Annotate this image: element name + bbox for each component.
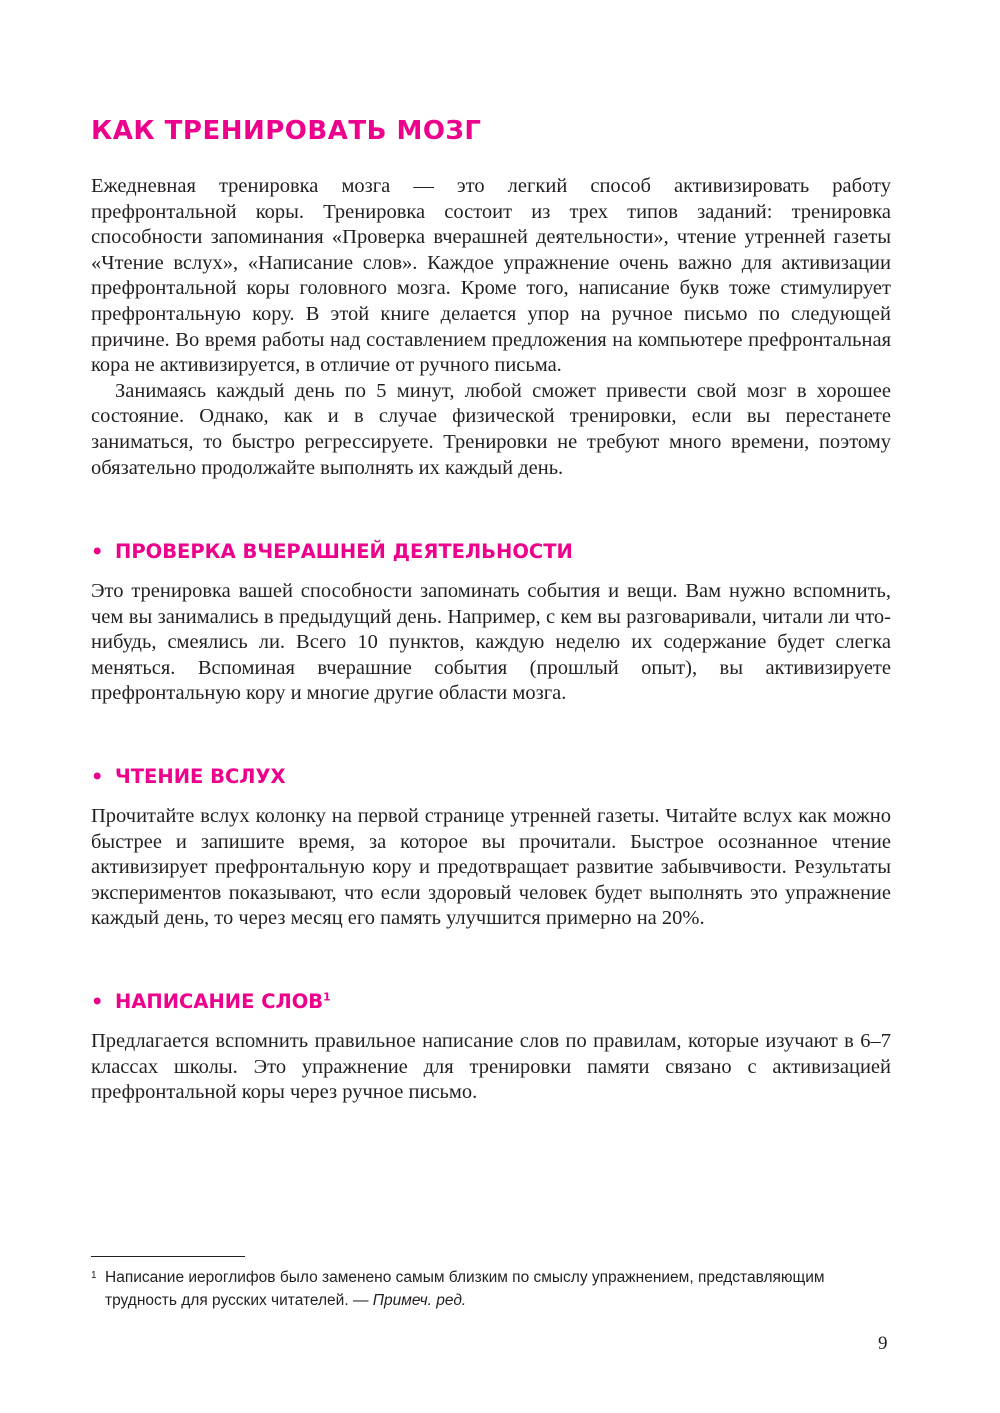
footnote-text: Написание иероглифов было заменено самым близким по смыслу упражнением, представляющим трудность для русских читателей. — bbox=[105, 1269, 825, 1309]
section-heading-yesterday-activity bbox=[91, 540, 573, 563]
page-title: КАК ТРЕНИРОВАТЬ МОЗГ bbox=[91, 116, 482, 146]
footnote-divider bbox=[91, 1256, 245, 1257]
bullet-icon: • bbox=[91, 540, 104, 563]
intro-paragraph-1: Ежедневная тренировка мозга — это легкий способ активизировать работу префронтальной коры. Тренировка состоит из трех типов заданий: тренировка способности запоминания «Проверка вчерашней деятельности», чтение утренней газеты «Чтение вслух», «Написание слов». Каждое упражнение очень важно для активизации префронтальной коры головного мозга. Кроме того, написание букв тоже стимулирует префронтальную кору. В этой книге делается упор на ручное письмо по следующей причине. Во время работы над составлением предложения на компьютере префронтальная кора не активизируется, в отличие от ручного письма. bbox=[91, 175, 891, 377]
section-heading-writing-words bbox=[91, 990, 331, 1013]
footnote bbox=[91, 1266, 891, 1312]
bullet-icon: • bbox=[91, 765, 104, 788]
footnote-reference[interactable]: 1 bbox=[323, 990, 331, 1004]
section-text-writing-words: Предлагается вспомнить правильное написание слов по правилам, которые изучают в 6–7 классах школы. Это упражнение для тренировки памяти связано с активизацией префронтальной коры через ручное письмо. bbox=[91, 1030, 891, 1104]
section-heading-label: НАПИСАНИЕ СЛОВ bbox=[115, 990, 324, 1013]
footnote-editor-note: Примеч. ред. bbox=[372, 1292, 467, 1309]
intro-block bbox=[91, 174, 891, 481]
intro-paragraph-2: Занимаясь каждый день по 5 минут, любой сможет привести свой мозг в хорошее состояние. Однако, как и в случае физической тренировки, если вы перестанете заниматься, то быстро регрессируете. Тренировки не требуют много времени, поэтому обязательно продолжайте выполнять их каждый день. bbox=[91, 379, 891, 479]
footnote-body bbox=[91, 1266, 891, 1312]
page-number: 9 bbox=[878, 1333, 888, 1354]
section-heading-label: ПРОВЕРКА ВЧЕРАШНЕЙ ДЕЯТЕЛЬНОСТИ bbox=[115, 540, 573, 563]
section-heading-label: ЧТЕНИЕ ВСЛУХ bbox=[115, 765, 286, 788]
section-text-yesterday-activity: Это тренировка вашей способности запоминать события и вещи. Вам нужно вспомнить, чем вы занимались в предыдущий день. Например, с кем вы разговаривали, читали ли что-нибудь, смеялись ли. Всего 10 пунктов, каждую неделю их содержание будет слегка меняться. Вспоминая вчерашние события (прошлый опыт), вы активизируете префронтальную кору и многие другие области мозга. bbox=[91, 580, 891, 705]
bullet-icon: • bbox=[91, 990, 104, 1013]
section-heading-reading-aloud bbox=[91, 765, 286, 788]
footnote-mark: 1 bbox=[91, 1270, 97, 1281]
section-text-reading-aloud: Прочитайте вслух колонку на первой странице утренней газеты. Читайте вслух как можно быстрее и запишите время, за которое вы прочитали. Быстрое осознанное чтение активизирует префронтальную кору и предотвращает развитие забывчивости. Результаты экспериментов показывают, что если здоровый человек будет выполнять это упражнение каждый день, то через месяц его память улучшится примерно на 20%. bbox=[91, 805, 891, 930]
